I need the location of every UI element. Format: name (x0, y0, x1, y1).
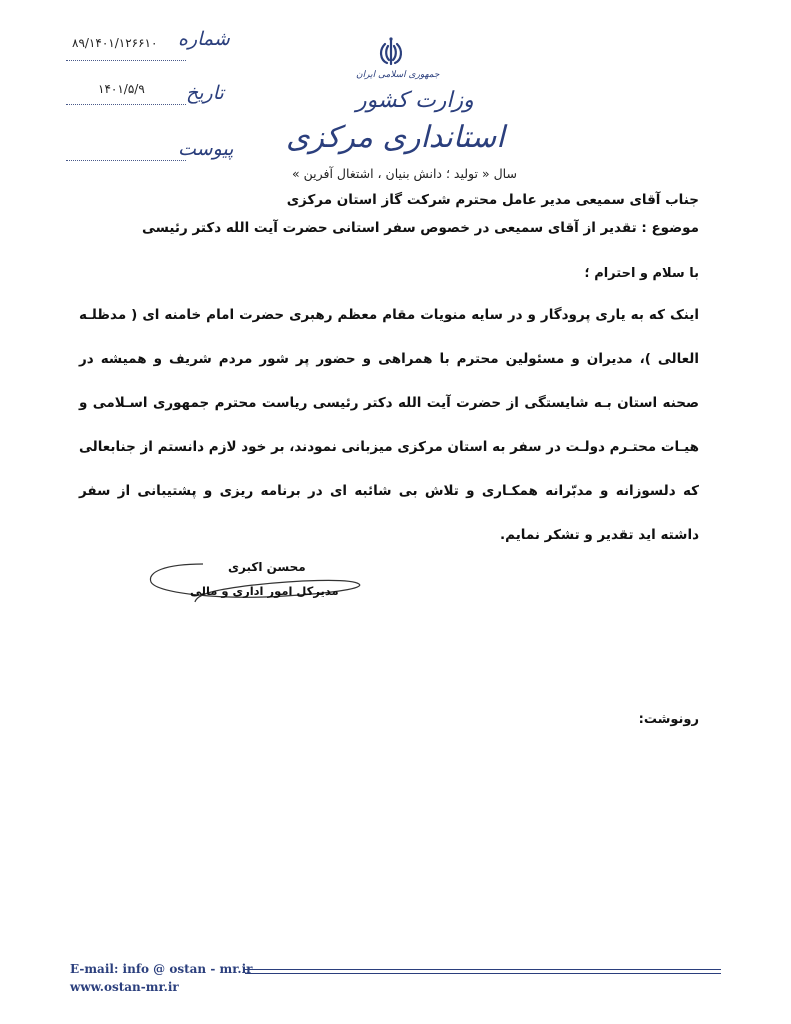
footer-email: E-mail: info @ ostan - mr.ir (70, 962, 253, 976)
footer-rule-2 (245, 973, 721, 974)
letter-date-label: تاریخ (186, 82, 224, 104)
iran-emblem-icon (376, 36, 406, 68)
letter-number-line (66, 60, 186, 61)
cc-label: رونوشت: (638, 712, 699, 727)
republic-text: جمهوری اسلامی ایران (356, 70, 440, 80)
year-motto: سال « تولید ؛ دانش بنیان ، اشتغال آفرین » (292, 166, 517, 181)
letter-number-value: ۸۹/۱۴۰۱/۱۲۶۶۱۰ (72, 36, 158, 50)
signatory-title: مدیرکل امور اداری و مالی (190, 584, 339, 598)
footer-rule-1 (245, 969, 721, 970)
letter-date-line (66, 104, 186, 105)
attachment-line (66, 160, 186, 161)
governorate-name: استانداری مرکزی (286, 120, 505, 155)
attachment-label: پیوست (178, 138, 234, 160)
letter-body: اینک که به یاری پرودگار و در سایه منویات مقام معظم رهبری حضرت امام خامنه ای ( مدظلـه العالی )، مدیران و مسئولین محترم با همراهی و حضور پر شور مردم شریف و همیشه در صحنه استان بـه شایستگی از حضرت آیت الله دکتر رئیسی ریاست محترم جمهوری اسـلامی و هیـات محتـرم دولـت در سفر به استان مرکزی میزبانی نمودند، بر خود لازم دانستم از جنابعالی که دلسوزانه و مدبّرانه همکـاری و تلاش بی شائبه ای در برنامه ریزی و پشتیبانی از سفر داشته اید تقدیر و تشکر نمایم. (79, 307, 699, 543)
ministry-name: وزارت کشور (356, 88, 474, 113)
letter-number-label: شماره (178, 28, 230, 50)
recipient-line: جناب آقای سمیعی مدیر عامل محترم شرکت گاز استان مرکزی (286, 192, 699, 208)
greeting: با سلام و احترام ؛ (584, 266, 699, 281)
footer-website: www.ostan-mr.ir (70, 980, 179, 994)
letter-date-value: ۱۴۰۱/۵/۹ (98, 82, 145, 96)
subject-line: موضوع : تقدیر از آقای سمیعی در خصوص سفر استانی حضرت آیت الله دکتر رئیسی (142, 220, 699, 236)
signatory-name: محسن اکبری (228, 560, 306, 574)
